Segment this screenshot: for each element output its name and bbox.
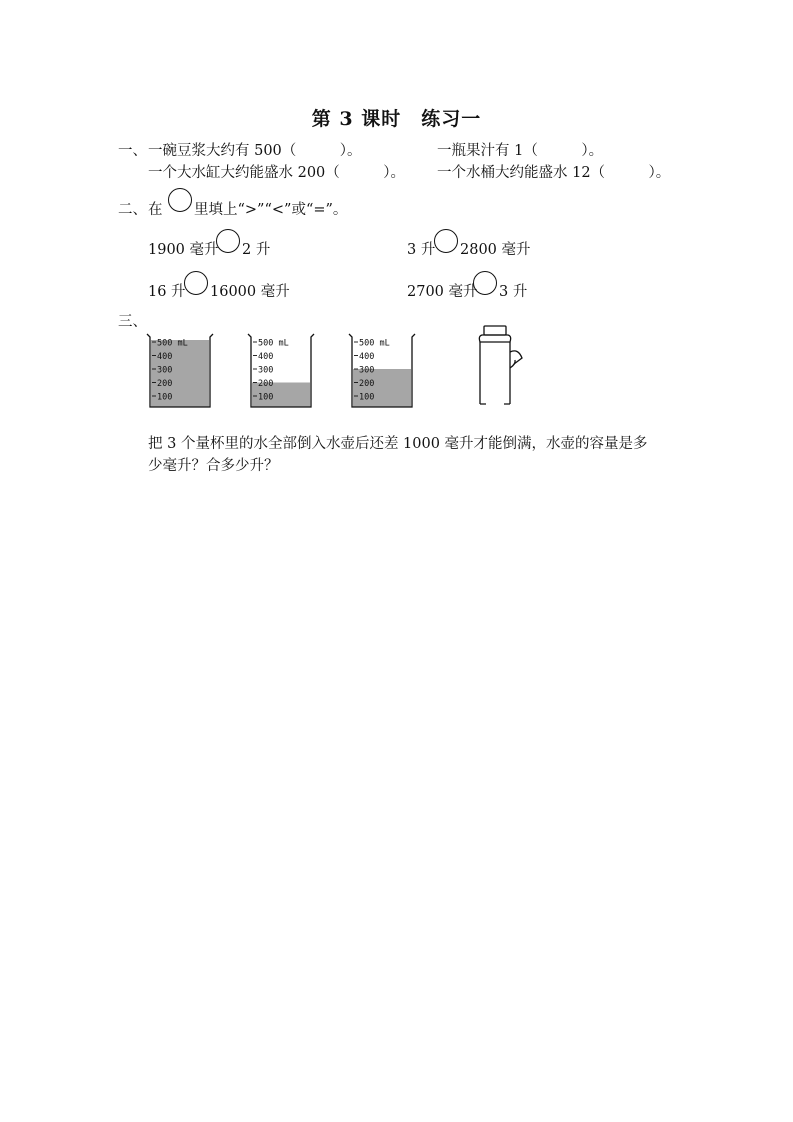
tick-label: 300 — [258, 365, 274, 376]
compare-2-right: 2800 毫升 — [460, 242, 531, 258]
tick-label: 500 mL — [359, 338, 390, 349]
problem-text-line2: 少毫升？合多少升？ — [148, 458, 279, 474]
tick-label: 500 mL — [258, 338, 289, 349]
tick-label: 200 — [359, 379, 375, 389]
tick-label: 400 — [359, 352, 375, 362]
compare-1-right: 2 升 — [242, 242, 271, 258]
compare-4-left: 2700 毫升 — [407, 284, 478, 300]
tick-label: 500 mL — [157, 338, 188, 349]
measuring-cup-1 — [147, 334, 213, 407]
tick-label: 100 — [359, 392, 375, 403]
section3-label: 三、 — [118, 314, 147, 330]
measuring-cups-illustration — [140, 322, 540, 414]
answer-circle-2[interactable] — [434, 229, 458, 253]
section2-instruction-pre: 在 — [148, 202, 163, 218]
measuring-cup-2 — [248, 334, 314, 407]
measuring-cup-3 — [349, 334, 415, 407]
compare-3-left: 16 升 — [148, 284, 186, 300]
tick-label: 100 — [157, 392, 173, 403]
question-1d: 一个水桶大约能盛水 12（ ）。 — [437, 165, 671, 181]
compare-4-right: 3 升 — [499, 284, 528, 300]
section2-instruction-post: 里填上“>”“<”或“=”。 — [194, 202, 348, 218]
tick-label: 300 — [359, 365, 375, 376]
tick-label: 200 — [258, 379, 274, 389]
question-1b: 一瓶果汁有 1（ ）。 — [437, 143, 604, 159]
tick-label: 100 — [258, 392, 274, 403]
compare-2-left: 3 升 — [407, 242, 436, 258]
section2-label: 二、 — [118, 202, 147, 218]
question-1a: 一碗豆浆大约有 500（ ）。 — [148, 143, 362, 159]
problem-text-line1: 把 3 个量杯里的水全部倒入水壶后还差 1000 毫升才能倒满，水壶的容量是多 — [148, 436, 648, 452]
question-1c: 一个大水缸大约能盛水 200（ ）。 — [148, 165, 406, 181]
tick-label: 200 — [157, 379, 173, 389]
section1-label: 一、 — [118, 143, 147, 159]
answer-circle-1[interactable] — [216, 229, 240, 253]
answer-circle-4[interactable] — [473, 271, 497, 295]
answer-circle-example — [168, 188, 192, 212]
kettle-icon — [479, 326, 522, 404]
compare-3-right: 16000 毫升 — [210, 284, 290, 300]
tick-label: 400 — [157, 352, 173, 362]
tick-label: 300 — [157, 365, 173, 376]
tick-label: 400 — [258, 352, 274, 362]
answer-circle-3[interactable] — [184, 271, 208, 295]
page-title: 第 3 课时 练习一 — [311, 108, 482, 130]
compare-1-left: 1900 毫升 — [148, 242, 219, 258]
